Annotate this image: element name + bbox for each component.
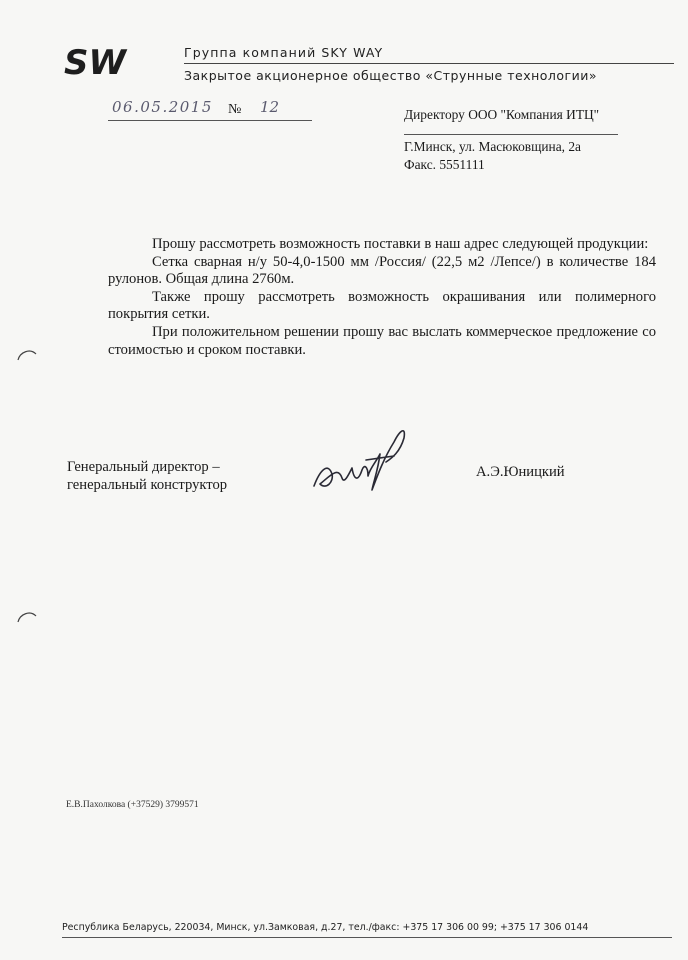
signer-name: А.Э.Юницкий — [476, 464, 565, 480]
company-group-name: Группа компаний SKY WAY — [184, 45, 384, 60]
recipient-address: Г.Минск, ул. Масюковщина, 2а — [404, 139, 582, 154]
date-number-line — [108, 100, 312, 121]
logo-text: SW — [64, 44, 126, 78]
letter-number: 12 — [260, 98, 280, 116]
recipient-line1: Директору ООО "Компания ИТЦ" — [404, 107, 600, 122]
company-logo — [64, 44, 152, 78]
body-paragraph-1: Прошу рассмотреть возможность поставки в наш адрес следующей продукции: — [152, 236, 649, 252]
body-paragraph-4: При положительном решении прошу вас выслать коммерческое предложение со стоимостью и сроком поставки. — [108, 323, 656, 358]
footer-address: Республика Беларусь, 220034, Минск, ул.Замковая, д.27, тел./факс: +375 17 306 00 99; +375 17 306 0144 — [62, 922, 589, 933]
title-line1: Генеральный директор – — [67, 459, 220, 475]
letter-body — [108, 236, 656, 359]
executor-contact: Е.В.Пахолкова (+37529) 3799571 — [66, 800, 199, 810]
footer-rule — [62, 937, 672, 938]
handwritten-signature — [308, 418, 418, 498]
signatory-title — [67, 459, 227, 494]
recipient-fax: Факс. 5551111 — [404, 157, 485, 172]
company-full-name: Закрытое акционерное общество «Струнные технологии» — [184, 68, 598, 83]
body-paragraph-3: Также прошу рассмотреть возможность окрашивания или полимерного покрытия сетки. — [108, 288, 656, 323]
title-line2: генеральный конструктор — [67, 476, 228, 493]
number-sign: № — [228, 102, 242, 117]
recipient-rule — [404, 134, 618, 135]
letter-date: 06.05.2015 — [112, 98, 213, 116]
margin-mark-bottom — [16, 608, 38, 624]
body-paragraph-2: Сетка сварная н/у 50-4,0-1500 мм /Россия/ (22,5 м2 /Лепсе/) в количестве 184 рулонов. Общая длина 2760м. — [108, 253, 656, 288]
margin-mark-top — [16, 346, 38, 362]
header-rule — [184, 63, 674, 64]
recipient-block — [404, 106, 618, 174]
